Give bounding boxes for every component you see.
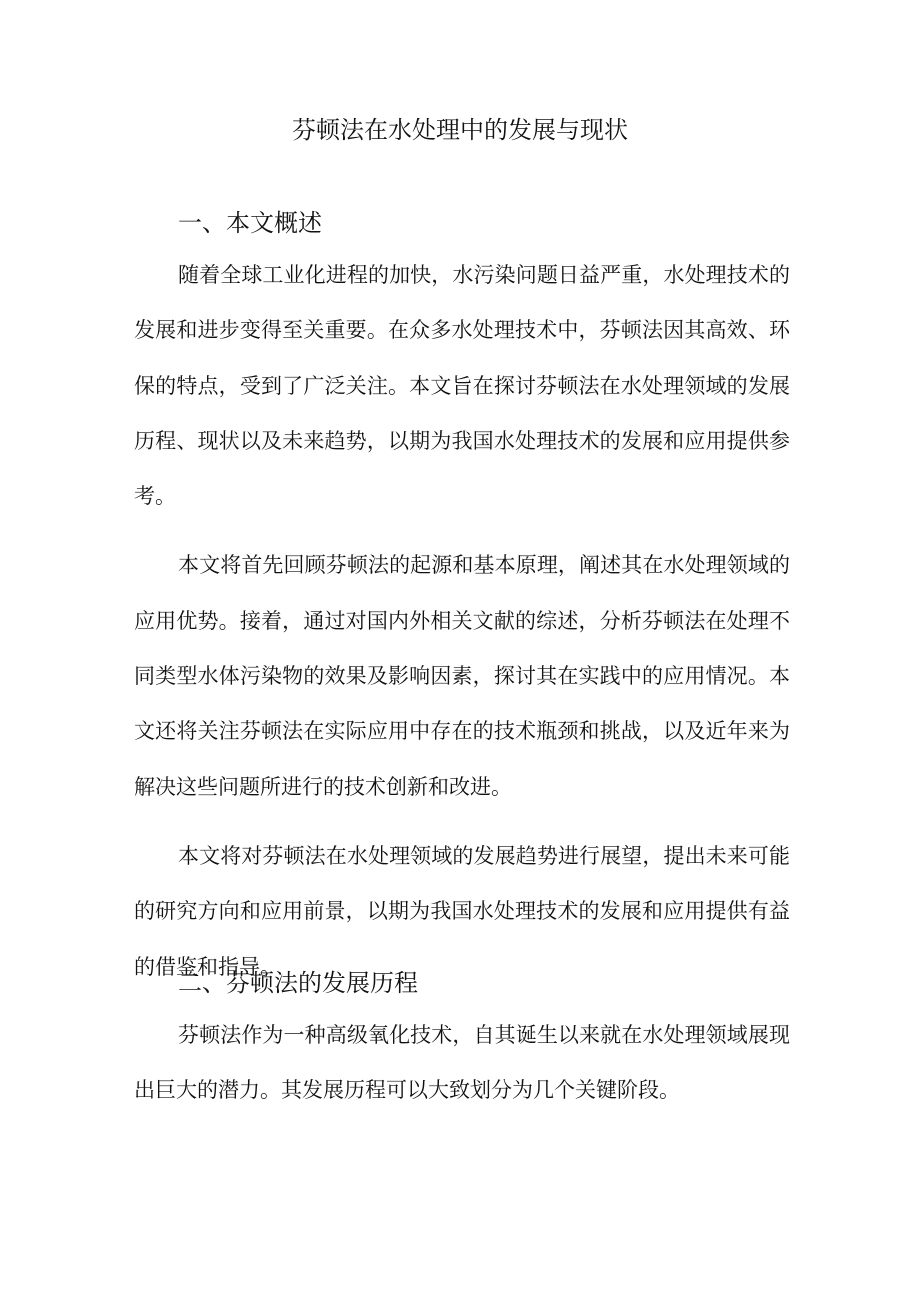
section-body-overview [134,248,790,995]
paragraph: 本文将对芬顿法在水处理领域的发展趋势进行展望，提出未来可能的研究方向和应用前景，以期为我国水处理技术的发展和应用提供有益的借鉴和指导。 [134,843,790,979]
paragraph: 随着全球工业化进程的加快，水污染问题日益严重，水处理技术的发展和进步变得至关重要。在众多水处理技术中，芬顿法因其高效、环保的特点，受到了广泛关注。本文旨在探讨芬顿法在水处理领域的发展历程、现状以及未来趋势，以期为我国水处理技术的发展和应用提供参考。 [134,263,790,509]
section-heading-history: 二、芬顿法的发展历程 [178,969,418,997]
document-title: 芬顿法在水处理中的发展与现状 [292,116,628,144]
section-body-history [134,1008,790,1119]
section-heading-overview: 一、本文概述 [178,209,322,237]
paragraph: 芬顿法作为一种高级氧化技术，自其诞生以来就在水处理领域展现出巨大的潜力。其发展历程可以大致划分为几个关键阶段。 [134,1023,790,1103]
paragraph: 本文将首先回顾芬顿法的起源和基本原理，阐述其在水处理领域的应用优势。接着，通过对国内外相关文献的综述，分析芬顿法在处理不同类型水体污染物的效果及影响因素，探讨其在实践中的应用情况。本文还将关注芬顿法在实际应用中存在的技术瓶颈和挑战，以及近年来为解决这些问题所进行的技术创新和改进。 [134,553,790,799]
